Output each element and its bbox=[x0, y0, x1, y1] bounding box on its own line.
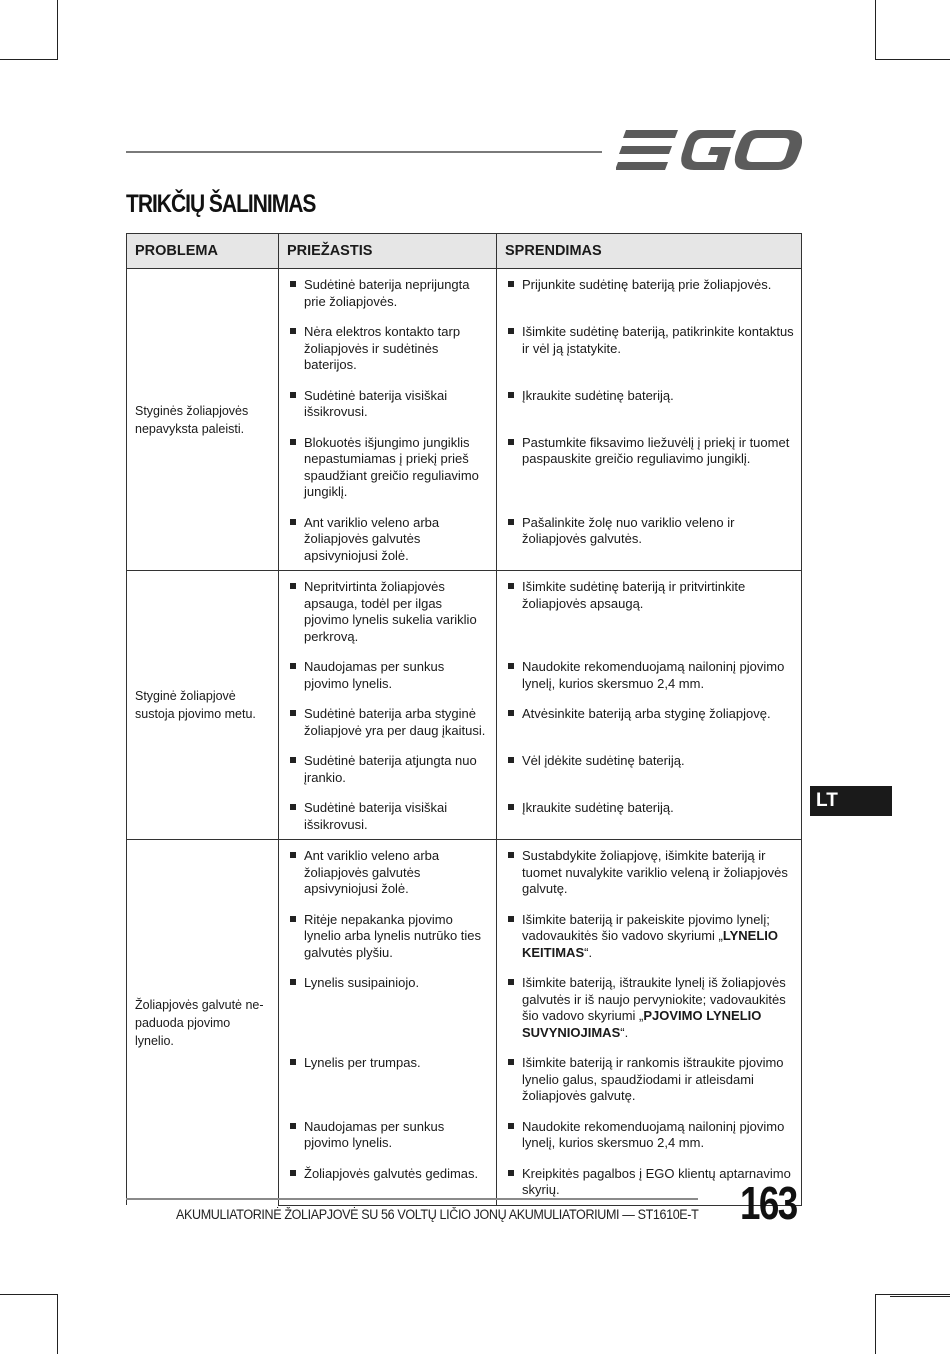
cause-text: Sudėtinė baterija atjungta nuo įrankio. bbox=[304, 753, 477, 785]
cause-cell bbox=[279, 380, 497, 427]
bullet-square-icon bbox=[290, 1123, 296, 1129]
bullet-square-icon bbox=[290, 852, 296, 858]
solution-text: Sustabdykite žoliapjovę, išimkite bateriją ir tuomet nuvalykite variklio veleną ir žoliapjovės galvutę. bbox=[522, 848, 788, 896]
bullet-square-icon bbox=[508, 757, 514, 763]
solution-text: Naudokite rekomenduojamą nailoninį pjovimo lynelį, kurios skersmuo 2,4 mm. bbox=[522, 1118, 785, 1150]
solution-cell bbox=[497, 316, 802, 380]
bullet-square-icon bbox=[290, 328, 296, 334]
solution-cell bbox=[497, 745, 802, 792]
footer-rule bbox=[126, 1198, 698, 1200]
bullet-square-icon bbox=[508, 1170, 514, 1176]
cause-text: Ant variklio veleno arba žoliapjovės galvutės apsivyniojusi žolė. bbox=[304, 848, 440, 896]
bullet-square-icon bbox=[290, 281, 296, 287]
table-row bbox=[127, 269, 802, 317]
bullet-square-icon bbox=[508, 1123, 514, 1129]
bullet-square-icon bbox=[290, 804, 296, 810]
cause-cell bbox=[279, 745, 497, 792]
solution-text-start: Išimkite bateriją ir pakeiskite pjovimo lynelį; vadovaukitės šio vadovo skyriumi „ bbox=[522, 911, 770, 943]
cause-text: Naudojamas per sunkus pjovimo lynelis. bbox=[304, 1118, 445, 1150]
solution-text-start: Išimkite bateriją, ištraukite lynelį iš žoliapjovės galvutės ir iš naujo pervyniokite; vadovaukitės šio vadovo skyriumi „ bbox=[522, 975, 786, 1023]
bullet-square-icon bbox=[290, 583, 296, 589]
solution-cell bbox=[497, 651, 802, 698]
footer-product-title: AKUMULIATORINĖ ŽOLIAPJOVĖ SU 56 VOLTŲ LIČIO JONŲ AKUMULIATORIUMI — ST1610E-T bbox=[176, 1207, 699, 1222]
bullet-square-icon bbox=[508, 804, 514, 810]
solution-text: Vėl įdėkite sudėtinę bateriją. bbox=[522, 753, 685, 768]
solution-cell bbox=[497, 507, 802, 571]
cause-cell bbox=[279, 316, 497, 380]
solution-text: Prijunkite sudėtinę bateriją prie žoliapjovės. bbox=[522, 277, 772, 292]
problem-cell: Žoliapjovės galvutė ne-paduoda pjovimo lynelio. bbox=[127, 840, 279, 1206]
solution-cell bbox=[497, 380, 802, 427]
crop-mark bbox=[875, 1294, 876, 1354]
cause-cell bbox=[279, 967, 497, 1047]
crop-mark bbox=[875, 0, 876, 60]
cause-text: Lynelis per trumpas. bbox=[304, 1055, 421, 1070]
problem-cell: Styginės žoliapjovės nepavyksta paleisti. bbox=[127, 269, 279, 571]
bullet-square-icon bbox=[290, 757, 296, 763]
cause-text: Sudėtinė baterija visiškai išsikrovusi. bbox=[304, 800, 448, 832]
cause-cell bbox=[279, 1047, 497, 1111]
cause-text: Naudojamas per sunkus pjovimo lynelis. bbox=[304, 659, 445, 691]
solution-text: Pašalinkite žolę nuo variklio veleno ir žoliapjovės galvutės. bbox=[522, 514, 735, 546]
bullet-square-icon bbox=[508, 1059, 514, 1065]
solution-text-end: “. bbox=[584, 944, 593, 960]
crop-mark bbox=[57, 1294, 58, 1354]
solution-text-end: “. bbox=[620, 1024, 629, 1040]
cause-cell bbox=[279, 507, 497, 571]
bullet-square-icon bbox=[290, 392, 296, 398]
solution-cell bbox=[497, 840, 802, 904]
cause-cell bbox=[279, 840, 497, 904]
cause-text: Ant variklio veleno arba žoliapjovės galvutės apsivyniojusi žolė. bbox=[304, 514, 440, 563]
column-header-cause: PRIEŽASTIS bbox=[279, 234, 497, 269]
cause-text: Nėra elektros kontakto tarp žoliapjovės ir sudėtinės baterijos. bbox=[304, 324, 461, 372]
solution-cell bbox=[497, 1047, 802, 1111]
bullet-square-icon bbox=[508, 710, 514, 716]
crop-mark bbox=[57, 0, 58, 60]
cause-cell bbox=[279, 269, 497, 317]
cause-cell bbox=[279, 792, 497, 840]
cause-text: Nepritvirtinta žoliapjovės apsauga, todėl per ilgas pjovimo lynelis sukelia variklio perkrovą. bbox=[304, 579, 477, 644]
column-header-solution: SPRENDIMAS bbox=[497, 234, 802, 269]
bullet-square-icon bbox=[508, 281, 514, 287]
bullet-square-icon bbox=[508, 979, 514, 985]
bullet-square-icon bbox=[508, 916, 514, 922]
bullet-square-icon bbox=[508, 392, 514, 398]
cause-text: Lynelis susipainiojo. bbox=[304, 975, 420, 990]
bullet-square-icon bbox=[290, 663, 296, 669]
bullet-square-icon bbox=[290, 916, 296, 922]
solution-text: Išimkite sudėtinę bateriją, patikrinkite kontaktus ir vėl ją įstatykite. bbox=[522, 324, 794, 356]
crop-mark bbox=[890, 1296, 950, 1297]
solution-text: Įkraukite sudėtinę bateriją. bbox=[522, 800, 674, 815]
solution-cell bbox=[497, 1111, 802, 1158]
cause-cell bbox=[279, 1111, 497, 1158]
crop-mark bbox=[0, 1294, 58, 1295]
bullet-square-icon bbox=[290, 1170, 296, 1176]
cause-cell bbox=[279, 904, 497, 968]
bullet-square-icon bbox=[508, 439, 514, 445]
solution-text: Išimkite sudėtinę bateriją ir pritvirtinkite žoliapjovės apsaugą. bbox=[522, 579, 746, 611]
bullet-square-icon bbox=[290, 519, 296, 525]
bullet-square-icon bbox=[508, 328, 514, 334]
cause-cell bbox=[279, 427, 497, 507]
solution-text: Išimkite bateriją ir rankomis ištraukite pjovimo lynelio galus, spaudžiodami ir atleisdami žoliapjovės galvutę. bbox=[522, 1055, 784, 1103]
solution-cell bbox=[497, 792, 802, 840]
bullet-square-icon bbox=[508, 519, 514, 525]
cause-text: Sudėtinė baterija arba styginė žoliapjovė yra per daug įkaitusi. bbox=[304, 706, 486, 738]
solution-cell bbox=[497, 427, 802, 507]
crop-mark bbox=[875, 59, 950, 60]
language-tab: LT bbox=[810, 786, 892, 816]
solution-text: Atvėsinkite bateriją arba styginę žoliapjovę. bbox=[522, 706, 771, 721]
cause-cell bbox=[279, 651, 497, 698]
cause-cell bbox=[279, 698, 497, 745]
solution-text: Naudokite rekomenduojamą nailoninį pjovimo lynelį, kurios skersmuo 2,4 mm. bbox=[522, 659, 785, 691]
solution-cell bbox=[497, 904, 802, 968]
page-number: 163 bbox=[740, 1177, 797, 1229]
solution-cell bbox=[497, 571, 802, 652]
problem-cell: Styginė žoliapjovė sustoja pjovimo metu. bbox=[127, 571, 279, 840]
bullet-square-icon bbox=[508, 852, 514, 858]
bullet-square-icon bbox=[290, 710, 296, 716]
table-header-row bbox=[127, 234, 802, 269]
table-row bbox=[127, 840, 802, 904]
cause-text: Ritėje nepakanka pjovimo lynelio arba lynelis nutrūko ties galvutės plyšiu. bbox=[304, 911, 482, 960]
page-title: TRIKČIŲ ŠALINIMAS bbox=[126, 190, 316, 218]
cause-text: Sudėtinė baterija visiškai išsikrovusi. bbox=[304, 387, 448, 419]
table-row bbox=[127, 571, 802, 652]
bullet-square-icon bbox=[508, 663, 514, 669]
bullet-square-icon bbox=[290, 1059, 296, 1065]
bullet-square-icon bbox=[290, 439, 296, 445]
cause-text: Sudėtinė baterija neprijungta prie žoliapjovės. bbox=[304, 277, 470, 309]
section-reference: LYNELIO KEITIMAS bbox=[522, 928, 779, 960]
ego-logo bbox=[616, 128, 802, 172]
header-rule bbox=[126, 151, 602, 153]
column-header-problem: PROBLEMA bbox=[127, 234, 279, 269]
solution-cell bbox=[497, 967, 802, 1047]
solution-text: Kreipkitės pagalbos į EGO klientų aptarnavimo skyrių. bbox=[522, 1165, 791, 1197]
cause-cell bbox=[279, 571, 497, 652]
section-reference: PJOVIMO LYNELIO SUVYNIOJIMAS bbox=[522, 1008, 762, 1040]
solution-cell bbox=[497, 698, 802, 745]
crop-mark bbox=[0, 59, 58, 60]
cause-text: Žoliapjovės galvutės gedimas. bbox=[304, 1165, 479, 1181]
crop-mark bbox=[875, 1294, 950, 1295]
solution-cell bbox=[497, 269, 802, 317]
cause-text: Blokuotės išjungimo jungiklis nepastumiamas į priekį prieš spaudžiant greičio reguliavimo jungiklį. bbox=[304, 434, 479, 499]
bullet-square-icon bbox=[508, 583, 514, 589]
solution-text: Įkraukite sudėtinę bateriją. bbox=[522, 387, 674, 403]
troubleshooting-table bbox=[126, 233, 802, 1206]
solution-text: Pastumkite fiksavimo liežuvėlį į priekį ir tuomet paspauskite greičio reguliavimo jungiklį. bbox=[522, 434, 790, 466]
bullet-square-icon bbox=[290, 979, 296, 985]
